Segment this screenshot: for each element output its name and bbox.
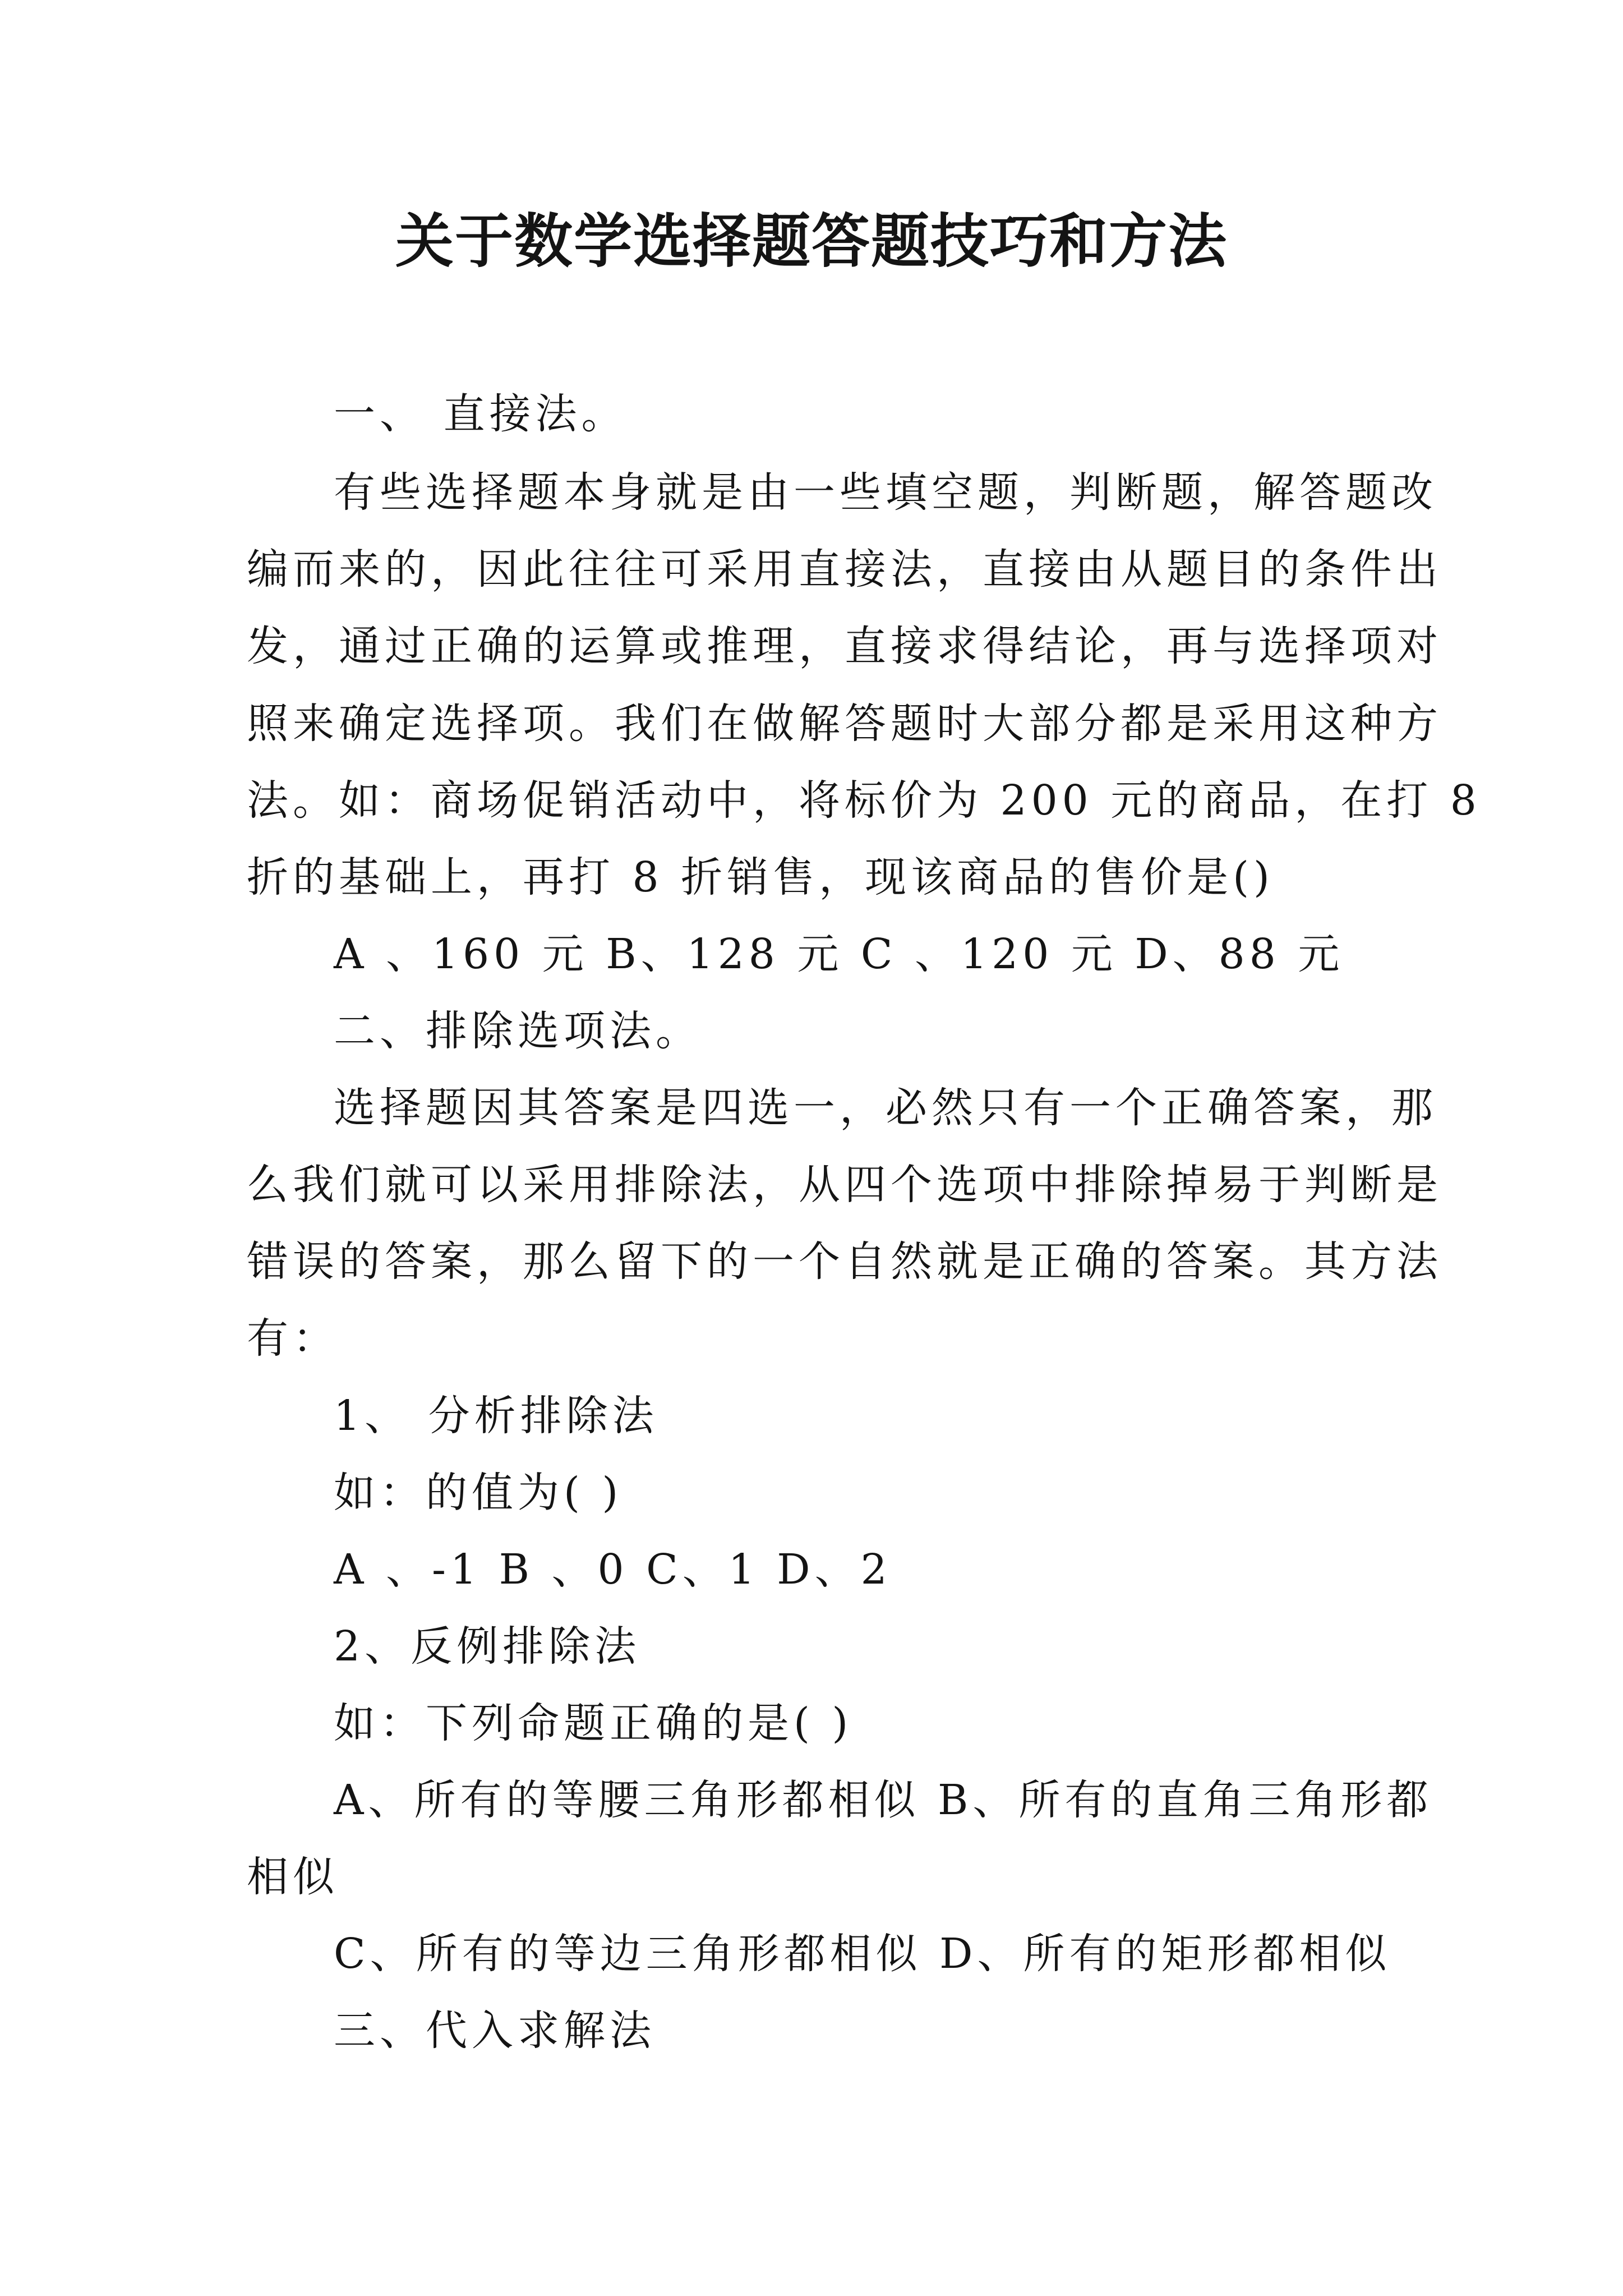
paragraph-line: 折的基础上，再打 8 折销售，现该商品的售价是() <box>247 853 1274 901</box>
paragraph-line: 错误的答案，那么留下的一个自然就是正确的答案。其方法 <box>247 1237 1442 1286</box>
answer-options: A、所有的等腰三角形都相似 B、所有的直角三角形都 <box>334 1776 1433 1824</box>
answer-options: 相似 <box>247 1853 339 1901</box>
example-question: 如：下列命题正确的是( ) <box>334 1699 853 1747</box>
section-heading-substitution: 三、代入求解法 <box>334 2007 656 2055</box>
paragraph-line: 发，通过正确的运算或推理，直接求得结论，再与选择项对 <box>247 622 1442 670</box>
answer-options: A 、-1 B 、0 C、1 D、2 <box>334 1545 892 1594</box>
paragraph-line: 法。如：商场促销活动中，将标价为 200 元的商品，在打 8 <box>247 776 1481 825</box>
paragraph-line: 有： <box>247 1314 339 1363</box>
answer-options: A 、160 元 B、128 元 C 、120 元 D、88 元 <box>334 930 1344 978</box>
paragraph-line: 有些选择题本身就是由一些填空题，判断题，解答题改 <box>334 468 1437 517</box>
paragraph-line: 编而来的，因此往往可采用直接法，直接由从题目的条件出 <box>247 545 1442 593</box>
subsection-heading-analysis: 1、 分析排除法 <box>334 1392 658 1440</box>
section-heading-direct: 一、 直接法。 <box>334 390 628 438</box>
answer-options: C、所有的等边三角形都相似 D、所有的矩形都相似 <box>334 1930 1391 1978</box>
document-title: 关于数学选择题答题技巧和方法 <box>395 206 1228 275</box>
example-question: 如：的值为( ) <box>334 1469 623 1517</box>
paragraph-line: 么我们就可以采用排除法，从四个选项中排除掉易于判断是 <box>247 1161 1442 1209</box>
paragraph-line: 选择题因其答案是四选一，必然只有一个正确答案，那 <box>334 1084 1437 1132</box>
section-heading-elimination: 二、排除选项法。 <box>334 1007 702 1055</box>
paragraph-line: 照来确定选择项。我们在做解答题时大部分都是采用这种方 <box>247 700 1442 748</box>
subsection-heading-counterexample: 2、反例排除法 <box>334 1622 641 1671</box>
